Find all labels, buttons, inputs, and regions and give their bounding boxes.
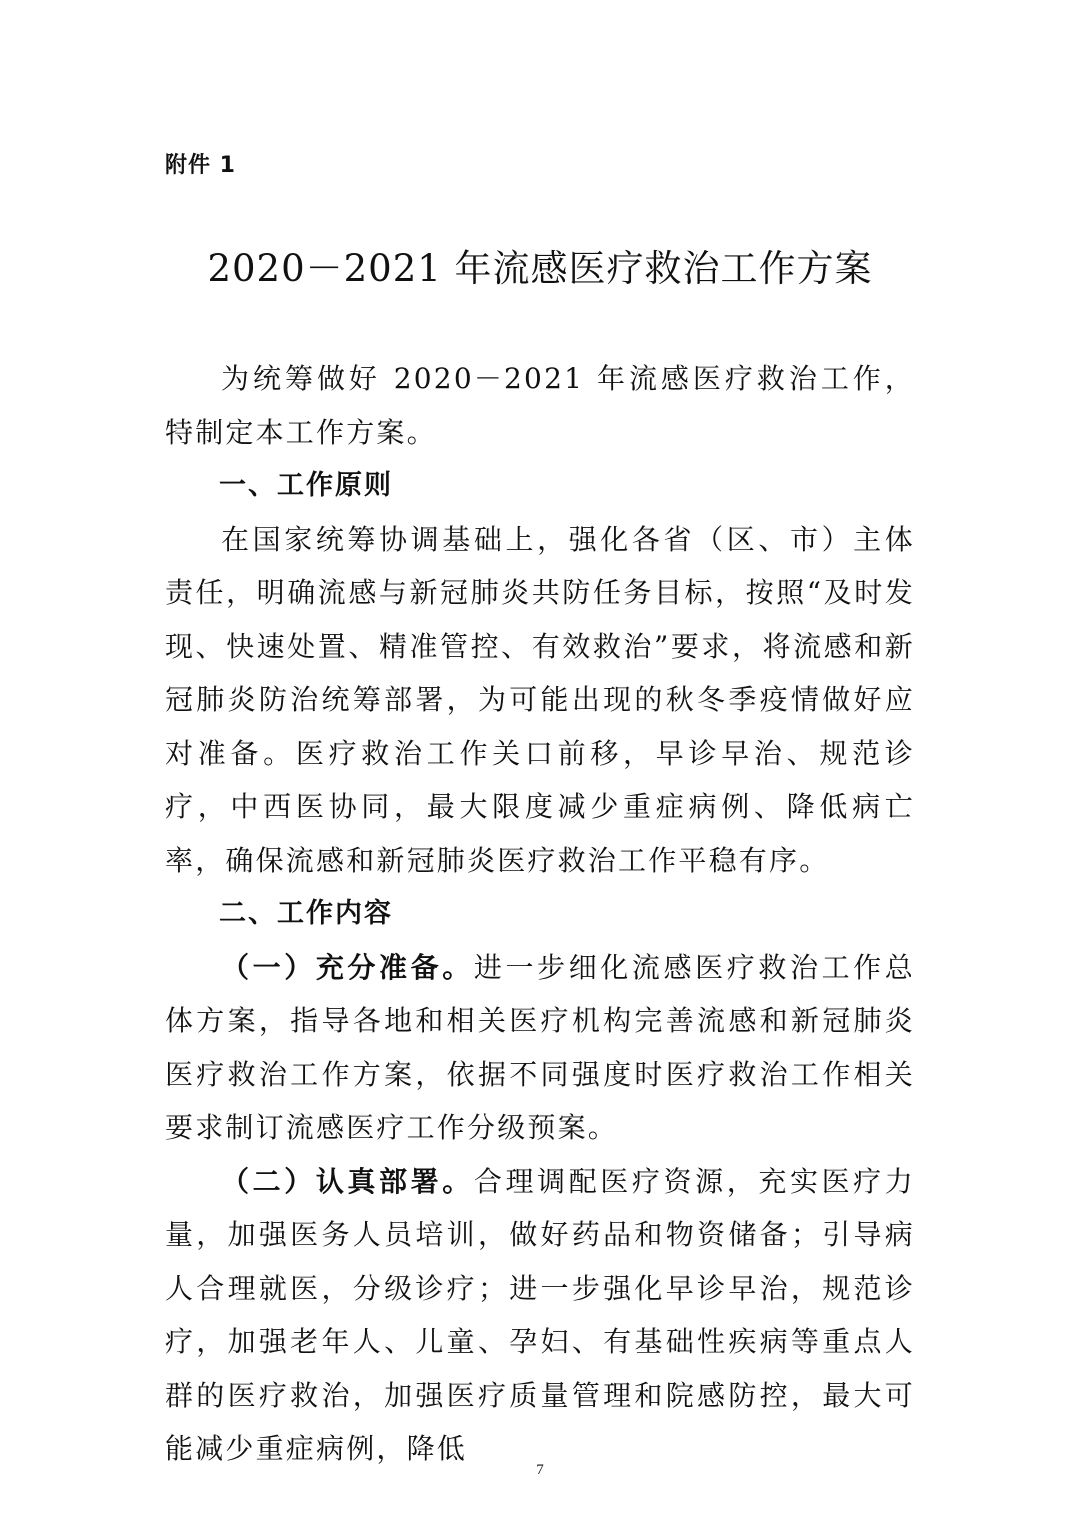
item-lead: （二）认真部署。 <box>221 1164 474 1198</box>
intro-paragraph: 为统筹做好 2020－2021 年流感医疗救治工作，特制定本工作方案。 <box>165 362 915 449</box>
page-number: 7 <box>536 1462 544 1478</box>
section-heading-principles: 一、工作原则 <box>219 470 393 501</box>
document-title: 2020－2021 年流感医疗救治工作方案 <box>207 247 873 290</box>
item-text: 进一步细化流感医疗救治工作总体方案，指导各地和相关医疗机构完善流感和新冠肺炎医疗救治工作方案，依据不同强度时医疗救治工作相关要求制订流感医疗工作分级预案。 <box>165 950 915 1144</box>
item-lead: （一）充分准备。 <box>221 950 474 984</box>
document-body <box>165 352 915 1476</box>
content-item-deployment <box>165 1155 915 1476</box>
item-text: 合理调配医疗资源，充实医疗力量，加强医务人员培训，做好药品和物资储备；引导病人合理就医，分级诊疗；进一步强化早诊早治，规范诊疗，加强老年人、儿童、孕妇、有基础性疾病等重点人群的医疗救治，加强医疗质量管理和院感防控，最大可能减少重症病例，降低 <box>165 1164 915 1465</box>
content-item-preparation <box>165 941 915 1155</box>
section-heading-content: 二、工作内容 <box>219 898 393 929</box>
principles-paragraph: 在国家统筹协调基础上，强化各省（区、市）主体责任，明确流感与新冠肺炎共防任务目标，按照“及时发现、快速处置、精准管控、有效救治”要求，将流感和新冠肺炎防治统筹部署，为可能出现的秋冬季疫情做好应对准备。医疗救治工作关口前移，早诊早治、规范诊疗，中西医协同，最大限度减少重症病例、降低病亡率，确保流感和新冠肺炎医疗救治工作平稳有序。 <box>165 522 915 877</box>
attachment-label: 附件 1 <box>165 153 236 178</box>
